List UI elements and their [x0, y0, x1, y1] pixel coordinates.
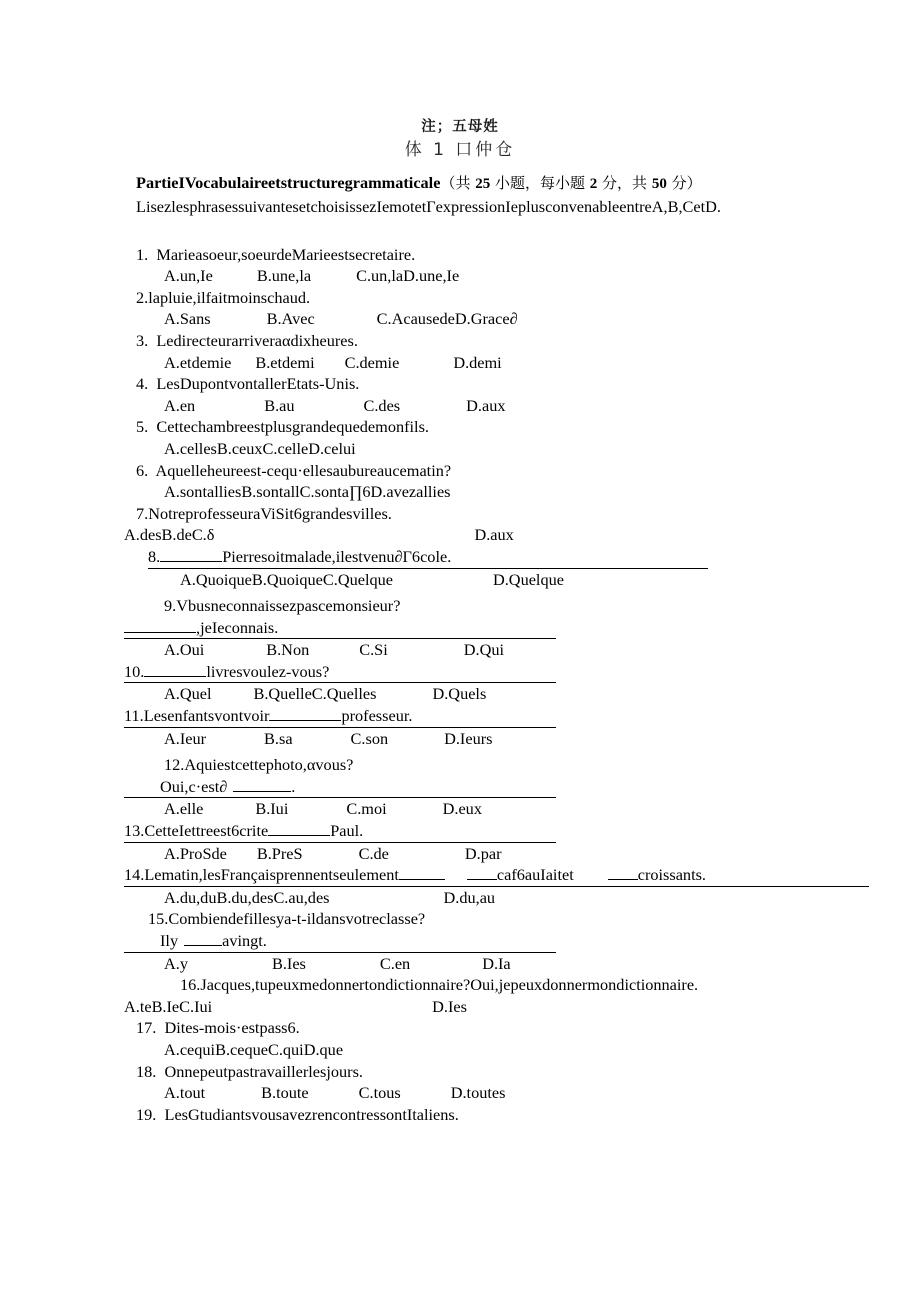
answer-blank-13[interactable] — [268, 835, 330, 836]
scoring-total: 50 — [651, 176, 667, 192]
question-stem-2 — [136, 287, 886, 309]
question-text-2: lapluie,ilfaitmoinschaud. — [148, 287, 311, 307]
option-b-13[interactable]: B.PreS — [256, 843, 303, 863]
option-a-1[interactable]: A.un,Ie — [164, 266, 213, 286]
question-stem-8 — [136, 546, 886, 569]
answer-blank-11[interactable] — [269, 720, 341, 721]
answer-blank-14-1[interactable] — [399, 879, 445, 880]
question-number-17: 17. — [136, 1018, 157, 1038]
answer-blank-9[interactable] — [124, 632, 196, 633]
option-d-16[interactable]: D.Ies — [432, 996, 467, 1016]
question-stem-9 — [136, 595, 886, 617]
option-a-13[interactable]: A.ProSde — [164, 843, 227, 863]
option-d-3[interactable]: D.demi — [453, 352, 502, 372]
option-a-4[interactable]: A.en — [164, 395, 196, 415]
section-scoring-note — [440, 174, 701, 192]
question-text-13a: 13.CetteIettreest6crite — [124, 821, 269, 841]
question-number-4: 4. — [136, 374, 149, 394]
question-options-1 — [136, 265, 886, 287]
question-options-15 — [136, 953, 886, 975]
question-text-19: LesGtudiantsvousavezrencontressontItaliens. — [164, 1104, 459, 1124]
question-text-6: Aquelleheureest-cequ·ellesaubureaucematin? — [155, 460, 452, 480]
answer-blank-10[interactable] — [144, 676, 206, 677]
question-stem-13 — [124, 820, 886, 843]
section-instruction: LisezlesphrasessuivantesetchoisissezIemotetΓexpressionIeplusconvenableentreA,B,CetD. — [136, 196, 721, 216]
option-c-13[interactable]: C.de — [358, 843, 389, 863]
header-annotation-line-2: 体 1 口仲仓 — [404, 139, 516, 160]
question-stem-10 — [124, 661, 886, 684]
option-cd-1[interactable]: C.un,laD.une,Ie — [356, 266, 460, 286]
option-b-9[interactable]: B.Non — [266, 640, 310, 660]
option-a-3[interactable]: A.etdemie — [164, 352, 232, 372]
question-stem-12 — [136, 754, 886, 776]
question-text-15b: avingt. — [222, 931, 267, 950]
answer-blank-15[interactable] — [184, 945, 222, 946]
option-b-11[interactable]: B.sa — [264, 728, 293, 748]
option-d-12[interactable]: D.eux — [442, 799, 482, 819]
scoring-suffix: 分） — [666, 174, 702, 192]
header-annotation-line-1: 注；五母姓 — [421, 119, 499, 135]
option-a-10[interactable]: A.Quel — [164, 684, 212, 704]
question-options-2 — [136, 308, 886, 330]
scoring-prefix: （共 — [440, 174, 476, 192]
question-options-4 — [136, 395, 886, 417]
section-heading — [136, 172, 886, 196]
option-b-4[interactable]: B.au — [264, 395, 295, 415]
question-stem-19 — [136, 1104, 886, 1126]
option-d-10[interactable]: D.Quels — [432, 684, 487, 704]
question-text-15a: Ily — [160, 931, 179, 950]
question-text-12b: . — [291, 776, 296, 796]
question-number-18: 18. — [136, 1061, 157, 1081]
question-text-12a: Oui,c·est∂ — [160, 776, 228, 796]
option-a-11[interactable]: A.Ieur — [164, 728, 207, 748]
question-text-11a: 11.Lesenfantsvontvoir — [124, 706, 270, 726]
question-number-3: 3. — [136, 330, 149, 350]
option-b-2[interactable]: B.Avec — [266, 309, 315, 329]
question-stem-15 — [136, 908, 886, 930]
option-c-18[interactable]: C.tous — [358, 1083, 401, 1103]
question-stem-12-part2 — [124, 776, 886, 799]
option-c-15[interactable]: C.en — [379, 953, 411, 973]
question-text-17: Dites-mois·estpass6. — [164, 1018, 300, 1038]
question-options-9 — [136, 639, 886, 661]
option-a-18[interactable]: A.tout — [164, 1083, 206, 1103]
question-underline-8 — [148, 546, 708, 569]
question-text-11b: professeur. — [341, 706, 413, 726]
question-underline-15 — [124, 930, 556, 953]
option-b-15[interactable]: B.Ies — [271, 953, 306, 973]
question-underline-12 — [124, 776, 556, 799]
question-stem-9-part2 — [124, 617, 886, 640]
question-number-7: 7. — [136, 503, 149, 523]
question-stem-18 — [136, 1061, 886, 1083]
question-options-11 — [136, 728, 886, 750]
question-text-15: 15.Combiendefillesya-t-ildansvotreclasse? — [148, 909, 426, 929]
question-number-8: 8. — [148, 546, 161, 566]
option-d-11[interactable]: D.Ieurs — [444, 728, 493, 748]
question-underline-9 — [124, 617, 556, 640]
question-text-5: Cettechambreestplusgrandequedemonfils. — [156, 417, 429, 437]
answer-blank-12[interactable] — [233, 791, 291, 792]
question-text-16: 16.Jacques,tupeuxmedonnertondictionnaire?Oui,jepeuxdonnermondictionnaire. — [180, 975, 699, 995]
option-b-3[interactable]: B.etdemi — [255, 352, 315, 372]
question-options-12 — [136, 798, 886, 820]
question-text-9b: ,jeIeconnais. — [196, 617, 279, 637]
question-options-17 — [136, 1039, 886, 1061]
question-options-8 — [136, 569, 886, 591]
question-text-14a: 14.Lematin,lesFrançaisprennentseulement — [124, 865, 399, 885]
option-d-9[interactable]: D.Qui — [463, 640, 504, 660]
question-stem-11 — [124, 705, 886, 728]
option-d-14[interactable]: D.du,au — [443, 887, 496, 907]
option-d-18[interactable]: D.toutes — [450, 1083, 506, 1103]
question-options-3 — [136, 352, 886, 374]
answer-blank-14-2[interactable] — [467, 879, 497, 880]
question-stem-5 — [136, 416, 886, 438]
question-text-14b: caf6auIaitet — [496, 865, 574, 885]
question-text-14c: croissants. — [637, 865, 706, 885]
option-c-4[interactable]: C.des — [363, 395, 401, 415]
question-underline-11 — [124, 705, 556, 728]
option-b-1[interactable]: B.une,la — [256, 266, 312, 286]
question-text-8: Pierresoitmalade,ilestvenu∂Γ6cole. — [222, 546, 452, 566]
question-number-1: 1. — [136, 244, 149, 264]
question-stem-14 — [124, 864, 886, 887]
question-underline-10 — [124, 661, 556, 684]
question-text-1: Marieasoeur,soeurdeMarieestsecretaire. — [156, 244, 416, 264]
option-c-11[interactable]: C.son — [350, 728, 389, 748]
option-a-9[interactable]: A.Oui — [164, 640, 205, 660]
option-d-7[interactable]: D.aux — [474, 525, 514, 545]
scoring-points: 2 — [589, 176, 598, 192]
question-stem-1 — [136, 244, 886, 266]
question-number-19: 19. — [136, 1104, 157, 1124]
option-b-18[interactable]: B.toute — [261, 1083, 309, 1103]
option-d-15[interactable]: D.Ia — [482, 953, 511, 973]
option-b-12[interactable]: B.Iui — [255, 799, 289, 819]
option-abcd-6[interactable]: A.sontalliesB.sontallC.sonta∏6D.avezallies — [164, 482, 451, 502]
option-c-12[interactable]: C.moi — [346, 799, 387, 819]
question-options-13 — [136, 843, 886, 865]
question-options-6 — [136, 481, 886, 503]
question-text-10: livresvoulez-vous? — [206, 661, 330, 681]
option-d-4[interactable]: D.aux — [466, 395, 506, 415]
question-number-10: 10. — [124, 661, 145, 681]
question-text-4: LesDupontvontallerEtats-Unis. — [156, 374, 360, 394]
option-a-15[interactable]: A.y — [164, 953, 188, 973]
option-bc-10[interactable]: B.QuelleC.Quelles — [253, 684, 377, 704]
option-abcd-5[interactable]: A.cellesB.ceuxC.celleD.celui — [164, 438, 356, 458]
option-abc-7[interactable]: A.desB.deC.δ — [124, 525, 215, 545]
question-stem-17 — [136, 1017, 886, 1039]
option-a-12[interactable]: A.elle — [164, 799, 204, 819]
answer-blank-8[interactable] — [160, 561, 222, 562]
question-text-9: Vbusneconnaissezpascemonsieur? — [176, 596, 401, 616]
spacer — [136, 218, 886, 244]
question-options-10 — [136, 683, 886, 705]
option-c-9[interactable]: C.Si — [359, 640, 388, 660]
option-cd-2[interactable]: C.AcausedeD.Grace∂ — [376, 309, 518, 329]
question-options-5 — [136, 438, 886, 460]
question-options-16 — [124, 996, 886, 1018]
question-number-9: 9. — [164, 596, 177, 616]
option-abc-16[interactable]: A.teB.IeC.Iui — [124, 996, 213, 1016]
question-stem-3 — [136, 330, 886, 352]
option-abcd-17[interactable]: A.cequiB.cequeC.quiD.que — [164, 1039, 344, 1059]
question-text-3: Ledirecteurarriveraαdixheures. — [156, 330, 358, 350]
question-stem-7 — [136, 503, 886, 525]
question-text-12: 12.Aquiestcettephoto,αvous? — [164, 755, 354, 775]
question-options-14 — [136, 887, 886, 909]
question-number-2: 2. — [136, 287, 149, 307]
question-text-18: Onnepeutpastravaillerlesjours. — [164, 1061, 363, 1081]
question-options-18 — [136, 1082, 886, 1104]
question-stem-15-part2 — [124, 930, 886, 953]
question-stem-4 — [136, 373, 886, 395]
question-stem-6 — [136, 460, 886, 482]
question-text-7: NotreprofesseuraViSit6grandesvilles. — [148, 503, 392, 523]
option-c-3[interactable]: C.demie — [344, 352, 400, 372]
question-underline-14 — [124, 864, 869, 887]
question-number-5: 5. — [136, 417, 149, 437]
question-underline-13 — [124, 820, 556, 843]
option-a-2[interactable]: A.Sans — [164, 309, 211, 329]
question-number-6: 6. — [136, 460, 149, 480]
option-abc-14[interactable]: A.du,duB.du,desC.au,des — [164, 887, 330, 907]
scoring-mid: 小题，每小题 — [490, 174, 590, 192]
exam-content — [124, 172, 886, 1125]
answer-blank-14-3[interactable] — [608, 879, 638, 880]
option-abc-8[interactable]: A.QuoiqueB.QuoiqueC.Quelque — [180, 569, 393, 589]
option-d-13[interactable]: D.par — [464, 843, 502, 863]
scoring-mid2: 分，共 — [597, 174, 652, 192]
question-stem-16 — [136, 974, 886, 996]
question-text-13b: Paul. — [330, 821, 364, 841]
header-annotation-block — [0, 118, 920, 162]
section-title: PartieIVocabulaireetstructuregrammaticale — [136, 173, 441, 192]
scoring-count: 25 — [475, 176, 491, 192]
option-d-8[interactable]: D.Quelque — [492, 569, 564, 589]
question-options-7 — [124, 524, 886, 546]
